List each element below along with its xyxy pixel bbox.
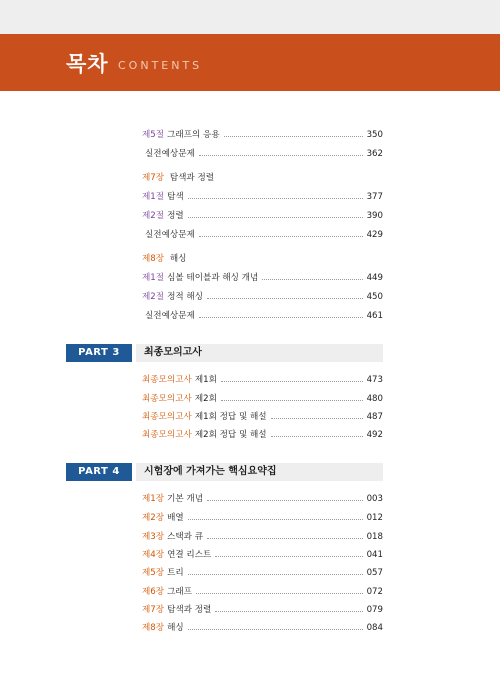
entry-page: 362 [366,149,383,159]
dot-leader [224,136,363,137]
toc-entry[interactable] [142,566,383,580]
toc-entry[interactable] [142,410,383,424]
entry-prefix: 최종모의고사 [142,375,192,385]
entry-title: 실전예상문제 [145,149,195,159]
dot-leader [188,519,363,520]
dot-leader [188,198,363,199]
part-4-header[interactable] [66,463,383,481]
entry-page: 072 [366,587,383,597]
dot-leader [215,611,362,612]
toc-entry[interactable] [142,492,383,506]
entry-prefix: 제7장 [142,605,165,615]
entry-prefix: 제6장 [142,587,165,597]
chapter-title: 탐색과 정렬 [169,173,215,183]
entry-title: 탐색 [167,192,184,202]
entry-page: 012 [366,513,383,523]
entry-prefix: 제2장 [142,513,165,523]
entry-prefix: 제2절 [142,292,165,302]
toc-entry[interactable] [142,392,383,406]
entry-page: 084 [366,623,383,633]
part-badge: PART 3 [66,344,132,362]
chapter-heading[interactable] [142,252,186,266]
page-title: 목차 [66,52,109,76]
entry-prefix: 제2절 [142,211,165,221]
entry-title: 실전예상문제 [145,311,195,321]
dot-leader [207,298,363,299]
chapter-title: 해싱 [169,254,187,264]
entry-prefix: 최종모의고사 [142,430,192,440]
dot-leader [199,317,363,318]
entry-prefix: 제1장 [142,494,165,504]
dot-leader [188,574,363,575]
part-title: 시험장에 가져가는 핵심요약집 [144,466,277,477]
dot-leader [188,629,363,630]
chapter-prefix: 제7장 [142,173,165,183]
entry-title: 그래프의 응용 [167,130,220,140]
entry-page: 079 [366,605,383,615]
entry-page: 390 [366,211,383,221]
entry-title: 심볼 테이블과 해싱 개념 [167,273,259,283]
entry-page: 449 [366,273,383,283]
entry-prefix: 제1절 [142,192,165,202]
part-title-bar [136,344,383,362]
part-title-bar [136,463,383,481]
entry-page: 057 [366,568,383,578]
entry-title: 탐색과 정렬 [167,605,212,615]
toc-entry[interactable] [142,428,383,442]
entry-page: 377 [366,192,383,202]
toc-entry[interactable] [142,603,383,617]
toc-entry[interactable] [142,271,383,285]
entry-page: 461 [366,311,383,321]
top-strip [0,0,500,34]
part-3-header[interactable] [66,344,383,362]
entry-prefix: 제5절 [142,130,165,140]
toc-entry[interactable] [142,128,383,142]
toc-entry[interactable] [142,373,383,387]
dot-leader [196,593,363,594]
entry-prefix: 제4장 [142,550,165,560]
toc-entry[interactable] [142,309,383,323]
dot-leader [262,279,362,280]
entry-title: 제1회 정답 및 해설 [194,412,267,422]
entry-page: 350 [366,130,383,140]
entry-prefix: 제3장 [142,532,165,542]
entry-page: 450 [366,292,383,302]
entry-prefix: 최종모의고사 [142,394,192,404]
entry-title: 제2회 정답 및 해설 [194,430,267,440]
toc-entry[interactable] [142,621,383,635]
entry-page: 429 [366,230,383,240]
page-subtitle: CONTENTS [118,59,203,72]
dot-leader [199,236,363,237]
dot-leader [215,556,362,557]
entry-prefix: 최종모의고사 [142,412,192,422]
chapter-prefix: 제8장 [142,254,165,264]
toc-entry[interactable] [142,530,383,544]
toc-entry[interactable] [142,147,383,161]
part-badge: PART 4 [66,463,132,481]
toc-entry[interactable] [142,511,383,525]
entry-page: 018 [366,532,383,542]
entry-prefix: 제1절 [142,273,165,283]
entry-title: 해싱 [167,623,184,633]
entry-title: 스택과 큐 [167,532,204,542]
entry-prefix: 제5장 [142,568,165,578]
entry-page: 041 [366,550,383,560]
chapter-heading[interactable] [142,171,214,185]
entry-title: 정적 해싱 [167,292,204,302]
entry-prefix: 제8장 [142,623,165,633]
part-title: 최종모의고사 [144,347,202,358]
entry-title: 실전예상문제 [145,230,195,240]
dot-leader [207,538,363,539]
dot-leader [207,500,363,501]
entry-title: 정렬 [167,211,184,221]
toc-entry[interactable] [142,190,383,204]
entry-page: 492 [366,430,383,440]
entry-title: 트리 [167,568,184,578]
entry-page: 487 [366,412,383,422]
entry-title: 제1회 [194,375,217,385]
entry-page: 480 [366,394,383,404]
toc-entry[interactable] [142,585,383,599]
entry-page: 003 [366,494,383,504]
entry-title: 제2회 [194,394,217,404]
entry-title: 연결 리스트 [167,550,212,560]
entry-title: 배열 [167,513,184,523]
contents-banner [0,34,500,91]
entry-title: 그래프 [167,587,192,597]
entry-title: 기본 개념 [167,494,204,504]
dot-leader [199,155,363,156]
dot-leader [271,418,363,419]
dot-leader [221,400,363,401]
entry-page: 473 [366,375,383,385]
toc-entry[interactable] [142,290,383,304]
toc-entry[interactable] [142,548,383,562]
dot-leader [221,381,363,382]
toc-entry[interactable] [142,209,383,223]
toc-entry[interactable] [142,228,383,242]
dot-leader [271,436,363,437]
dot-leader [188,217,363,218]
